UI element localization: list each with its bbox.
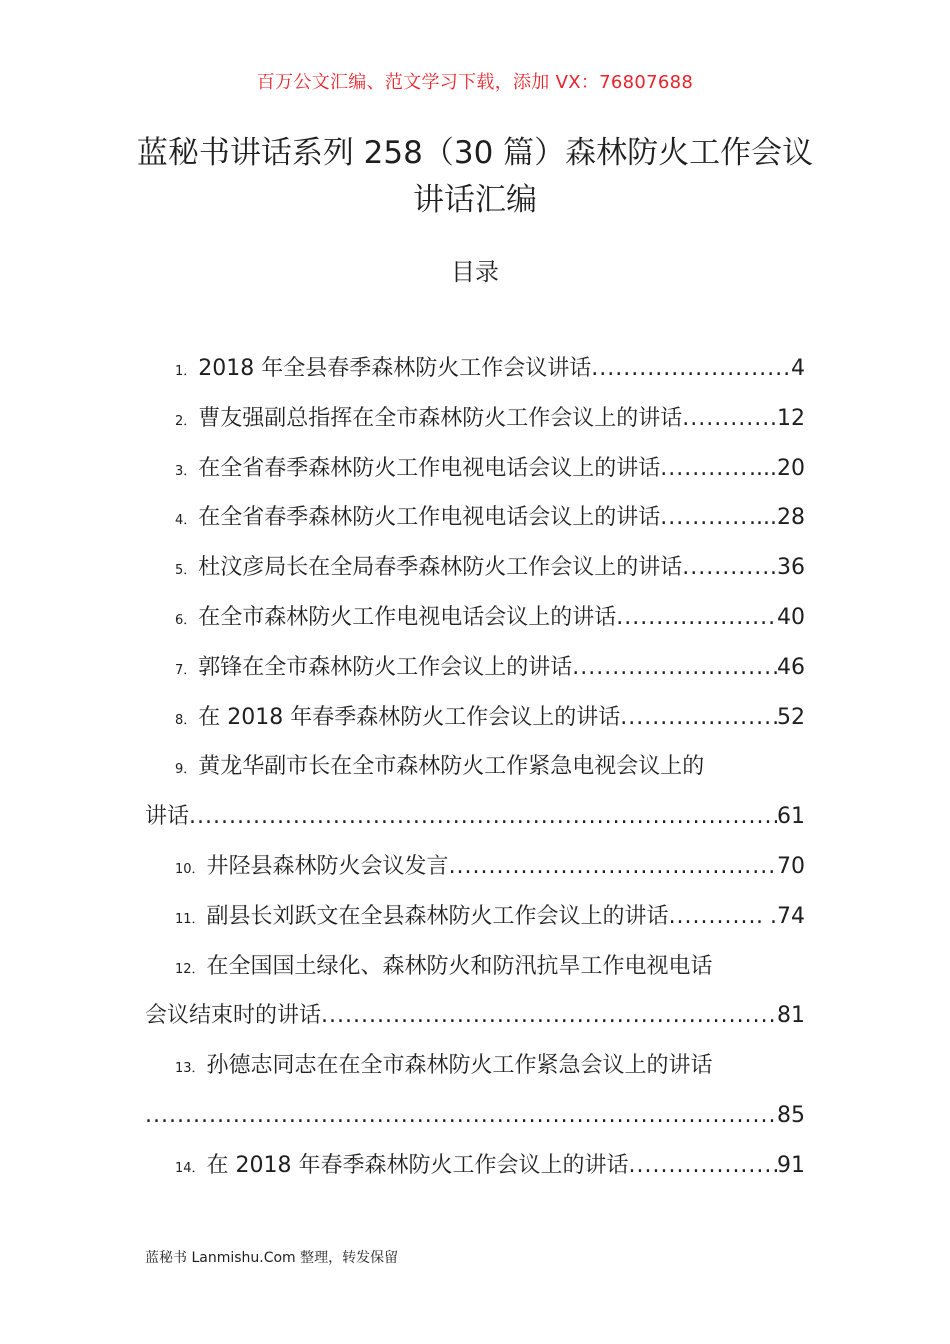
promo-header: 百万公文汇编、范文学习下载，添加 VX：76807688 <box>256 72 694 93</box>
toc-leader-dots <box>660 444 749 494</box>
toc-entry-title: 曹友强副总指挥在全市森林防火工作会议上的讲话 <box>198 405 683 431</box>
toc-entry-continuation[interactable] <box>145 792 805 842</box>
toc-entry-number: 8． <box>175 712 197 728</box>
toc-leader-dots <box>682 394 770 444</box>
toc-entry-continuation[interactable] <box>145 991 805 1041</box>
toc-entry-title-continued: 讲话 <box>145 804 190 830</box>
toc-entry-number: 10． <box>175 861 205 877</box>
toc-entry-number: 14． <box>175 1160 205 1176</box>
toc-leader-dots <box>591 344 791 394</box>
toc-entry[interactable] <box>145 543 805 593</box>
toc-entry-page: 85 <box>777 1102 805 1128</box>
toc-entry[interactable] <box>145 394 805 444</box>
toc-entry-page: . .74 <box>756 903 805 929</box>
toc-entry-title: 井陉县森林防火会议发言 <box>206 853 449 879</box>
toc-entry-number: 3． <box>175 463 197 479</box>
toc-entry[interactable] <box>145 493 805 543</box>
toc-heading: 目录 <box>451 258 499 286</box>
toc-entry-page: 52 <box>777 704 805 730</box>
toc-entry-page: 70 <box>777 853 805 879</box>
toc-entry-title: 在全省春季森林防火工作电视电话会议上的讲话 <box>198 505 661 531</box>
toc-leader-dots <box>660 493 749 543</box>
footer-note: 蓝秘书 Lanmishu.Com 整理，转发保留 <box>145 1250 399 1266</box>
toc-entry-page: ....28 <box>749 505 805 531</box>
toc-leader-dots <box>682 543 770 593</box>
toc-entry-page: ....20 <box>749 455 805 481</box>
toc-entry[interactable] <box>145 444 805 494</box>
toc-entry-page: .36 <box>770 555 805 581</box>
toc-entry[interactable] <box>145 593 805 643</box>
toc-entry-page: 91 <box>777 1152 805 1178</box>
toc-entry-title: 在全省春季森林防火工作电视电话会议上的讲话 <box>198 455 661 481</box>
toc-entry-title: 在 2018 年春季森林防火工作会议上的讲话 <box>206 1152 629 1178</box>
toc-entry-title: 黄龙华副市长在全市森林防火工作紧急电视会议上的 <box>198 754 705 780</box>
toc-leader-dots <box>189 792 777 842</box>
toc-entry[interactable] <box>145 742 805 792</box>
toc-leader-dots <box>572 643 777 693</box>
toc-entry-title: 在全市森林防火工作电视电话会议上的讲话 <box>198 604 617 630</box>
toc-leader-dots <box>321 991 777 1041</box>
toc-entry-number: 12． <box>175 961 205 977</box>
toc-entry-number: 7． <box>175 662 197 678</box>
toc-leader-dots <box>629 1141 777 1191</box>
toc-entry-title: 2018 年全县春季森林防火工作会议讲话 <box>198 356 592 381</box>
table-of-contents <box>145 344 805 1191</box>
toc-entry-title: 在全国国土绿化、森林防火和防汛抗旱工作电视电话 <box>206 953 713 979</box>
toc-entry-title: 孙德志同志在在全市森林防火工作紧急会议上的讲话 <box>206 1053 713 1079</box>
toc-leader-dots <box>669 892 756 942</box>
toc-entry-page: 4 <box>791 356 805 381</box>
toc-entry-title-continued: 会议结束时的讲话 <box>145 1003 322 1029</box>
document-title: 蓝秘书讲话系列 258（30 篇）森林防火工作会议讲话汇编 <box>136 135 814 218</box>
toc-entry-number: 2． <box>175 413 197 429</box>
toc-entry[interactable] <box>145 643 805 693</box>
toc-entry[interactable] <box>145 693 805 743</box>
toc-entry-number: 11． <box>175 911 205 927</box>
toc-entry-title: 杜汶彦局长在全局春季森林防火工作会议上的讲话 <box>198 555 683 581</box>
toc-entry[interactable] <box>145 1041 805 1091</box>
toc-leader-dots <box>620 693 777 743</box>
toc-entry-page: 40 <box>777 604 805 630</box>
toc-entry-title: 郭锋在全市森林防火工作会议上的讲话 <box>198 654 573 680</box>
toc-leader-dots <box>145 1091 777 1141</box>
toc-entry[interactable] <box>145 1141 805 1191</box>
toc-entry-number: 4． <box>175 513 197 529</box>
toc-entry-number: 6． <box>175 612 197 628</box>
toc-entry-number: 9． <box>175 762 197 778</box>
toc-entry-page: 46 <box>777 654 805 680</box>
toc-entry[interactable] <box>145 892 805 942</box>
toc-entry-continuation[interactable] <box>145 1091 805 1141</box>
toc-entry-number: 13． <box>175 1061 205 1077</box>
toc-entry-page: 81 <box>777 1003 805 1029</box>
toc-leader-dots <box>616 593 777 643</box>
toc-entry-title: 副县长刘跃文在全县森林防火工作会议上的讲话 <box>206 903 669 929</box>
toc-leader-dots <box>449 842 777 892</box>
toc-entry-page: .12 <box>770 405 805 431</box>
toc-entry-number: 1． <box>175 364 197 379</box>
toc-entry[interactable] <box>145 344 805 394</box>
toc-entry[interactable] <box>145 942 805 992</box>
toc-entry-title: 在 2018 年春季森林防火工作会议上的讲话 <box>198 704 621 730</box>
toc-entry-number: 5． <box>175 563 197 579</box>
toc-entry-page: 61 <box>777 804 805 830</box>
toc-entry[interactable] <box>145 842 805 892</box>
